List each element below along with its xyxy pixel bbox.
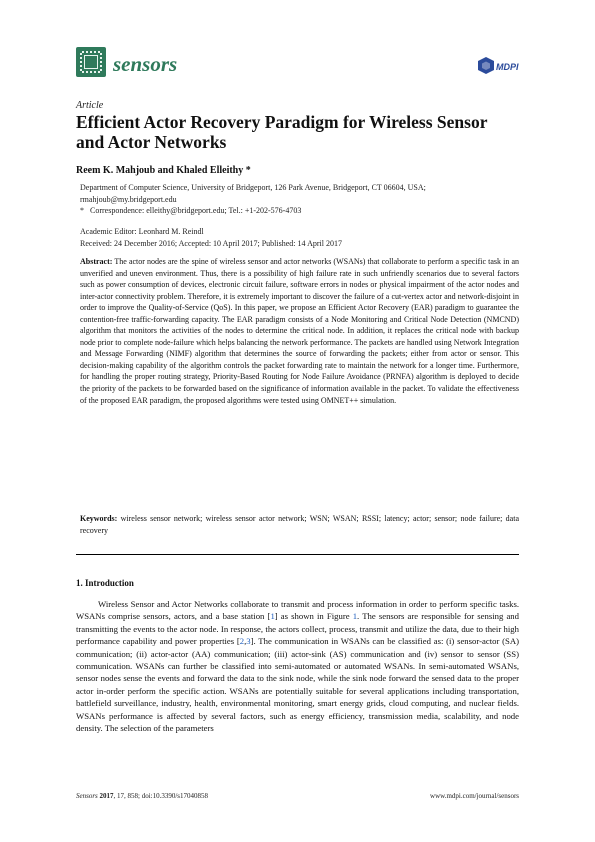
citation-link[interactable]: 1 (270, 611, 275, 622)
introduction-paragraph: Wireless Sensor and Actor Networks collaborate to transmit and process information in order to perform specific tasks. WSANs comprise sensors, actors, and a base station [1] as shown in Figure 1. The sensors are responsible for sensing and transmitting the events to the actor node. In response, the actors collect, process, transmit and utilize the data, due to their high performance capability and power properties [2,3]. The communication in WSANs can be classified as: (i) sensor-actor (SA) communication; (ii) actor-actor (AA) communication; (iii) actor-sink (AS) communication and (iv) sensor to sensor (SS) communication. WSANs can further be classified into semi-automated or automated WSANs. In semi-automated WSANs, sensor nodes sense the events and forward the data to the sink node, while the sink node forward the sensed data to the proper actor in-order perform the specific action. WSANs are potentially suitable for several applications including transportation, battlefield surveillance, industry, health, environmental monitoring, smart energy grids, cloud computing, and nuclear fields. WSANs performance is affected by several factors, such as energy efficiency, transmission media, scalability, and node density. The selection of the parameters (76, 599, 519, 734)
footer-citation (76, 792, 208, 800)
circuit-chip-icon (76, 47, 106, 77)
section-divider (76, 554, 519, 555)
author-list: Reem K. Mahjoub and Khaled Elleithy * (76, 165, 251, 176)
publisher-logo-text: MDPI (496, 62, 519, 72)
affiliation-line: Department of Computer Science, University of Bridgeport, 126 Park Avenue, Bridgeport, CT 06604, USA; (80, 183, 426, 192)
abstract-label: Abstract: (80, 257, 113, 266)
author-email[interactable]: rmahjoub@my.bridgeport.edu (80, 194, 177, 204)
footer-journal: Sensors (76, 792, 98, 800)
section-heading-introduction: 1. Introduction (76, 578, 134, 588)
publication-dates: Received: 24 December 2016; Accepted: 10 April 2017; Published: 14 April 2017 (80, 238, 342, 248)
editorial-info (80, 226, 342, 249)
correspondence-star: * (80, 206, 84, 215)
citation-link[interactable]: 3 (246, 636, 251, 647)
footer-url[interactable]: www.mdpi.com/journal/sensors (430, 792, 519, 800)
abstract-text: The actor nodes are the spine of wireless sensor and actor networks (WSANs) that collaborate to perform a specific task in an unverified and uneven environment. Thus, there is a possibility of high failure rate in such unfriendly scenarios due to several factors such as power consumption of devices, electronic circuit failure, software errors in nodes or physical impairment of the actor nodes and inter-actor connectivity problem. Therefore, it is extremely important to discover the failure of a cut-vertex actor and network-disjoint in order to improve the Quality-of-Service (QoS). In this paper, we propose an Efficient Actor Recovery (EAR) paradigm to guarantee the contention-free traffic-forwarding capacity. The EAR paradigm consists of a Node Monitoring and Critical Node Detection (NMCND) algorithm that monitors the activities of the nodes to determine the critical node. In addition, it replaces the critical node with backup node prior to complete node-failure which helps balancing the network performance. The packets are handled using Network Integration and Message Forwarding (NIMF) algorithm that determines the source of forwarding the packets; either from actor or sensor. This decision-making capability of the algorithm controls the packet forwarding rate to maintain the network for a longer time. Furthermore, for handling the proper routing strategy, Priority-Based Routing for Node Failure Avoidance (PRNFA) algorithm is deployed to decide the priority of the packets to be forwarded based on the significance of information available in the packet. To validate the effectiveness of the proposed EAR paradigm, the proposed algorithms were tested using OMNET++ simulation. (80, 257, 519, 405)
keywords-label: Keywords: (80, 514, 118, 523)
article-type: Article (76, 100, 104, 111)
footer-doi: , 17, 858; doi:10.3390/s17040858 (113, 792, 209, 800)
figure-link[interactable]: 1 (352, 611, 358, 622)
correspondence-text: Correspondence: elleithy@bridgeport.edu; Tel.: +1-202-576-4703 (90, 206, 302, 215)
keywords (80, 513, 519, 536)
correspondence-line (80, 205, 520, 217)
journal-name[interactable]: sensors (113, 52, 178, 76)
footer-year: 2017 (99, 792, 114, 800)
abstract (80, 256, 519, 406)
citation-link[interactable]: 2 (239, 636, 245, 647)
academic-editor: Academic Editor: Leonhard M. Reindl (80, 227, 204, 236)
keywords-text: wireless sensor network; wireless sensor actor network; WSN; WSAN; RSSI; latency; actor; sensor; node failure; data recovery (80, 514, 520, 535)
mdpi-logo-icon[interactable] (475, 55, 519, 77)
article-title: Efficient Actor Recovery Paradigm for Wireless Sensor and Actor Networks (76, 112, 488, 152)
affiliation-block (80, 182, 520, 217)
